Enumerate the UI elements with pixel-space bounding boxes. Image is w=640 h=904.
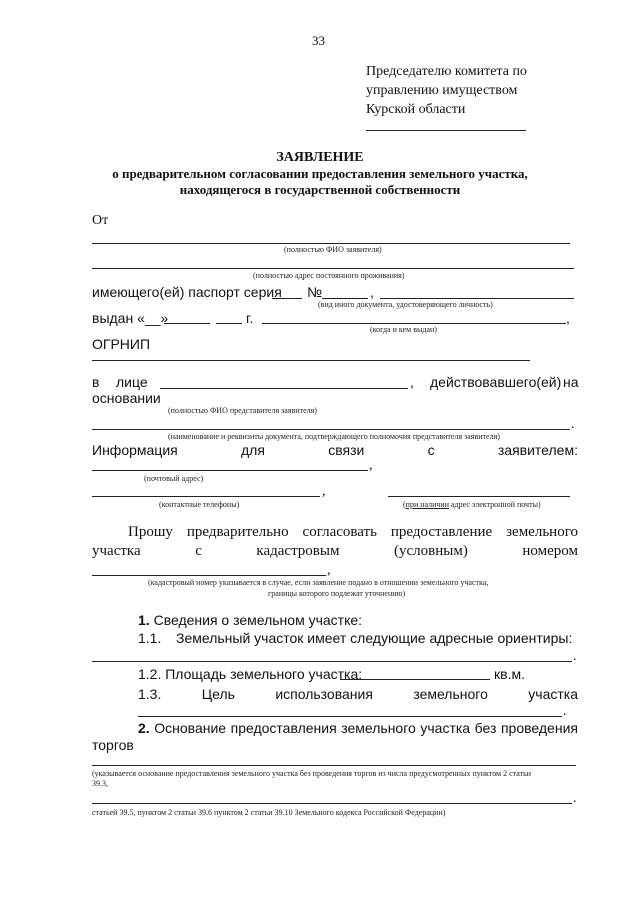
phones-line[interactable] xyxy=(92,496,320,497)
request-word-4: предоставление xyxy=(390,524,493,540)
contact-word-2: для xyxy=(241,442,265,458)
request-line-2 xyxy=(92,543,578,560)
issued-by-line[interactable] xyxy=(262,323,566,324)
addressee-line-1: Председателю комитета по xyxy=(366,64,527,79)
rep-word-litse: лице xyxy=(116,374,148,390)
passport-number-sign: № xyxy=(307,284,323,300)
applicant-address-line[interactable] xyxy=(92,268,574,269)
hint-issued-by: (когда и кем выдан) xyxy=(370,325,437,334)
passport-comma: , xyxy=(370,284,374,300)
document-subtitle-line-2: находящегося в государственной собственности xyxy=(179,182,461,197)
request-word-8: кадастровым xyxy=(256,543,340,559)
section1-heading xyxy=(138,612,362,628)
hint-postal-address: (почтовый адрес) xyxy=(144,474,204,483)
applicant-fio-line[interactable] xyxy=(92,243,570,244)
item-1-1-number: 1.1. xyxy=(138,630,162,646)
postal-address-line[interactable] xyxy=(92,470,368,471)
section2-word-1: Основание xyxy=(154,720,227,736)
postal-comma: , xyxy=(369,458,373,473)
request-word-9: (условным) xyxy=(394,543,468,559)
issued-year-suffix: г. xyxy=(246,310,254,326)
representative-fio-line[interactable] xyxy=(160,388,408,389)
hint-basis-1: (указывается основание предоставления земельного участка без проведения торгов из числа предусмотренных пунктом 2 статьи xyxy=(92,769,532,778)
passport-label: имеющего(ей) паспорт серия xyxy=(92,284,282,300)
rep-acting: действовавшего(ей) xyxy=(430,374,562,390)
page-number: 33 xyxy=(312,33,325,48)
section1-title: Сведения о земельном участке: xyxy=(153,612,363,628)
address-landmarks-line[interactable] xyxy=(92,661,572,662)
rep-word-v: в xyxy=(92,374,100,390)
item-1-2-label: 1.2. Площадь земельного участка: xyxy=(138,666,363,682)
item-1-3-word-1: 1.3. xyxy=(138,686,162,702)
hint-basis-2: 39.3, xyxy=(92,779,108,788)
hint-representative-fio: (полностью ФИО представителя заявителя) xyxy=(168,406,317,415)
section2-word-6: проведения xyxy=(500,720,578,736)
hint-basis-footer: статьей 39.5, пунктом 2 статьи 39.6 пунктом 2 статьи 39.10 Земельного кодекса Российской Федерации) xyxy=(92,808,446,817)
item-1-3-word-2: Цель xyxy=(201,686,235,702)
from-label: От xyxy=(92,213,109,228)
rep-basis: основании xyxy=(92,390,161,406)
hint-applicant-fio: (полностью ФИО заявителя) xyxy=(284,245,382,254)
item-1-3-word-3: использования xyxy=(275,686,373,702)
rep-na: на xyxy=(563,374,579,390)
passport-doc-line[interactable] xyxy=(380,298,574,299)
hint-applicant-address: (полностью адрес постоянного проживания) xyxy=(253,271,405,280)
request-word-10: номером xyxy=(522,543,578,559)
section2-word-2: предоставления xyxy=(230,720,337,736)
purpose-line[interactable] xyxy=(138,716,562,717)
ogrnip-line[interactable] xyxy=(92,360,530,361)
document-subtitle-line-1: о предварительном согласовании предоставления земельного участка, xyxy=(112,166,528,181)
section2-word-3: земельного xyxy=(341,720,416,736)
cadastral-number-line[interactable] xyxy=(92,575,326,576)
passport-number-line[interactable] xyxy=(322,298,368,299)
basis-line-1[interactable] xyxy=(92,765,576,766)
contact-word-5: заявителем: xyxy=(497,442,578,458)
addressee-line-3: Курской области xyxy=(366,102,466,117)
issued-month-line[interactable] xyxy=(164,323,210,324)
section1-number: 1. xyxy=(138,612,150,628)
contact-word-3: связи xyxy=(328,442,365,458)
passport-series-line[interactable] xyxy=(272,298,302,299)
issued-year-line[interactable] xyxy=(216,323,242,324)
hint-email xyxy=(403,500,541,509)
request-word-5: земельного xyxy=(506,524,578,540)
area-unit: кв.м. xyxy=(494,666,525,682)
section2-torgov: торгов xyxy=(92,737,134,753)
document-title: ЗАЯВЛЕНИЕ xyxy=(276,150,364,165)
request-word-1: Прошу xyxy=(128,524,173,540)
email-line[interactable] xyxy=(388,496,570,497)
section2-heading xyxy=(138,720,578,736)
hint-email-open: ( xyxy=(403,500,406,509)
addressee-line-2: управлению имуществом xyxy=(366,83,518,98)
hint-phones: (контактные телефоны) xyxy=(159,500,240,509)
item-1-3-word-4: земельного xyxy=(413,686,488,702)
representative-doc-line[interactable] xyxy=(92,429,570,430)
rep-comma: , xyxy=(410,374,414,390)
purpose-dot: . xyxy=(563,704,567,719)
ogrnip-label: ОГРНИП xyxy=(92,336,151,352)
rep-dot: . xyxy=(571,417,575,432)
item-1-1-text: Земельный участок имеет следующие адресные ориентиры: xyxy=(176,630,573,646)
phones-comma: , xyxy=(322,484,326,499)
hint-email-underlined: при наличии xyxy=(405,500,449,509)
contact-word-4: с xyxy=(427,442,435,458)
contact-heading xyxy=(92,442,578,458)
hint-email-rest: адрес электронной почты) xyxy=(451,500,541,509)
request-word-7: с xyxy=(195,543,202,559)
section2-word-5: без xyxy=(474,720,497,736)
item-1-3 xyxy=(138,686,578,702)
hint-cadastral-1: (кадастровый номер указывается в случае, если заявление подано в отношении земельного участка, xyxy=(148,578,489,587)
request-line-1 xyxy=(128,524,578,541)
item-1-3-word-5: участка xyxy=(528,686,578,702)
contact-word-1: Информация xyxy=(92,442,178,458)
issued-comma: , xyxy=(566,310,570,326)
basis-dot: . xyxy=(573,791,577,806)
hint-cadastral-2: границы которого подлежат уточнению) xyxy=(268,589,406,598)
issued-label: выдан «__» xyxy=(92,310,169,326)
addressee-signature-line[interactable] xyxy=(366,130,526,131)
section2-number: 2. xyxy=(138,720,150,736)
request-word-6: участка xyxy=(92,543,141,559)
request-word-2: предварительно xyxy=(186,524,289,540)
hint-passport-doc: (вид иного документа, удостоверяющего личность) xyxy=(318,300,493,309)
address-dot: . xyxy=(573,649,577,664)
hint-representative-doc: (наименование и реквизиты документа, подтверждающего полномочия представителя заявителя) xyxy=(168,432,500,441)
cadastral-comma: , xyxy=(327,563,331,578)
basis-line-2[interactable] xyxy=(92,803,572,804)
section2-word-4: участка xyxy=(420,720,471,736)
request-word-3: согласовать xyxy=(302,524,377,540)
area-line[interactable] xyxy=(340,679,490,680)
